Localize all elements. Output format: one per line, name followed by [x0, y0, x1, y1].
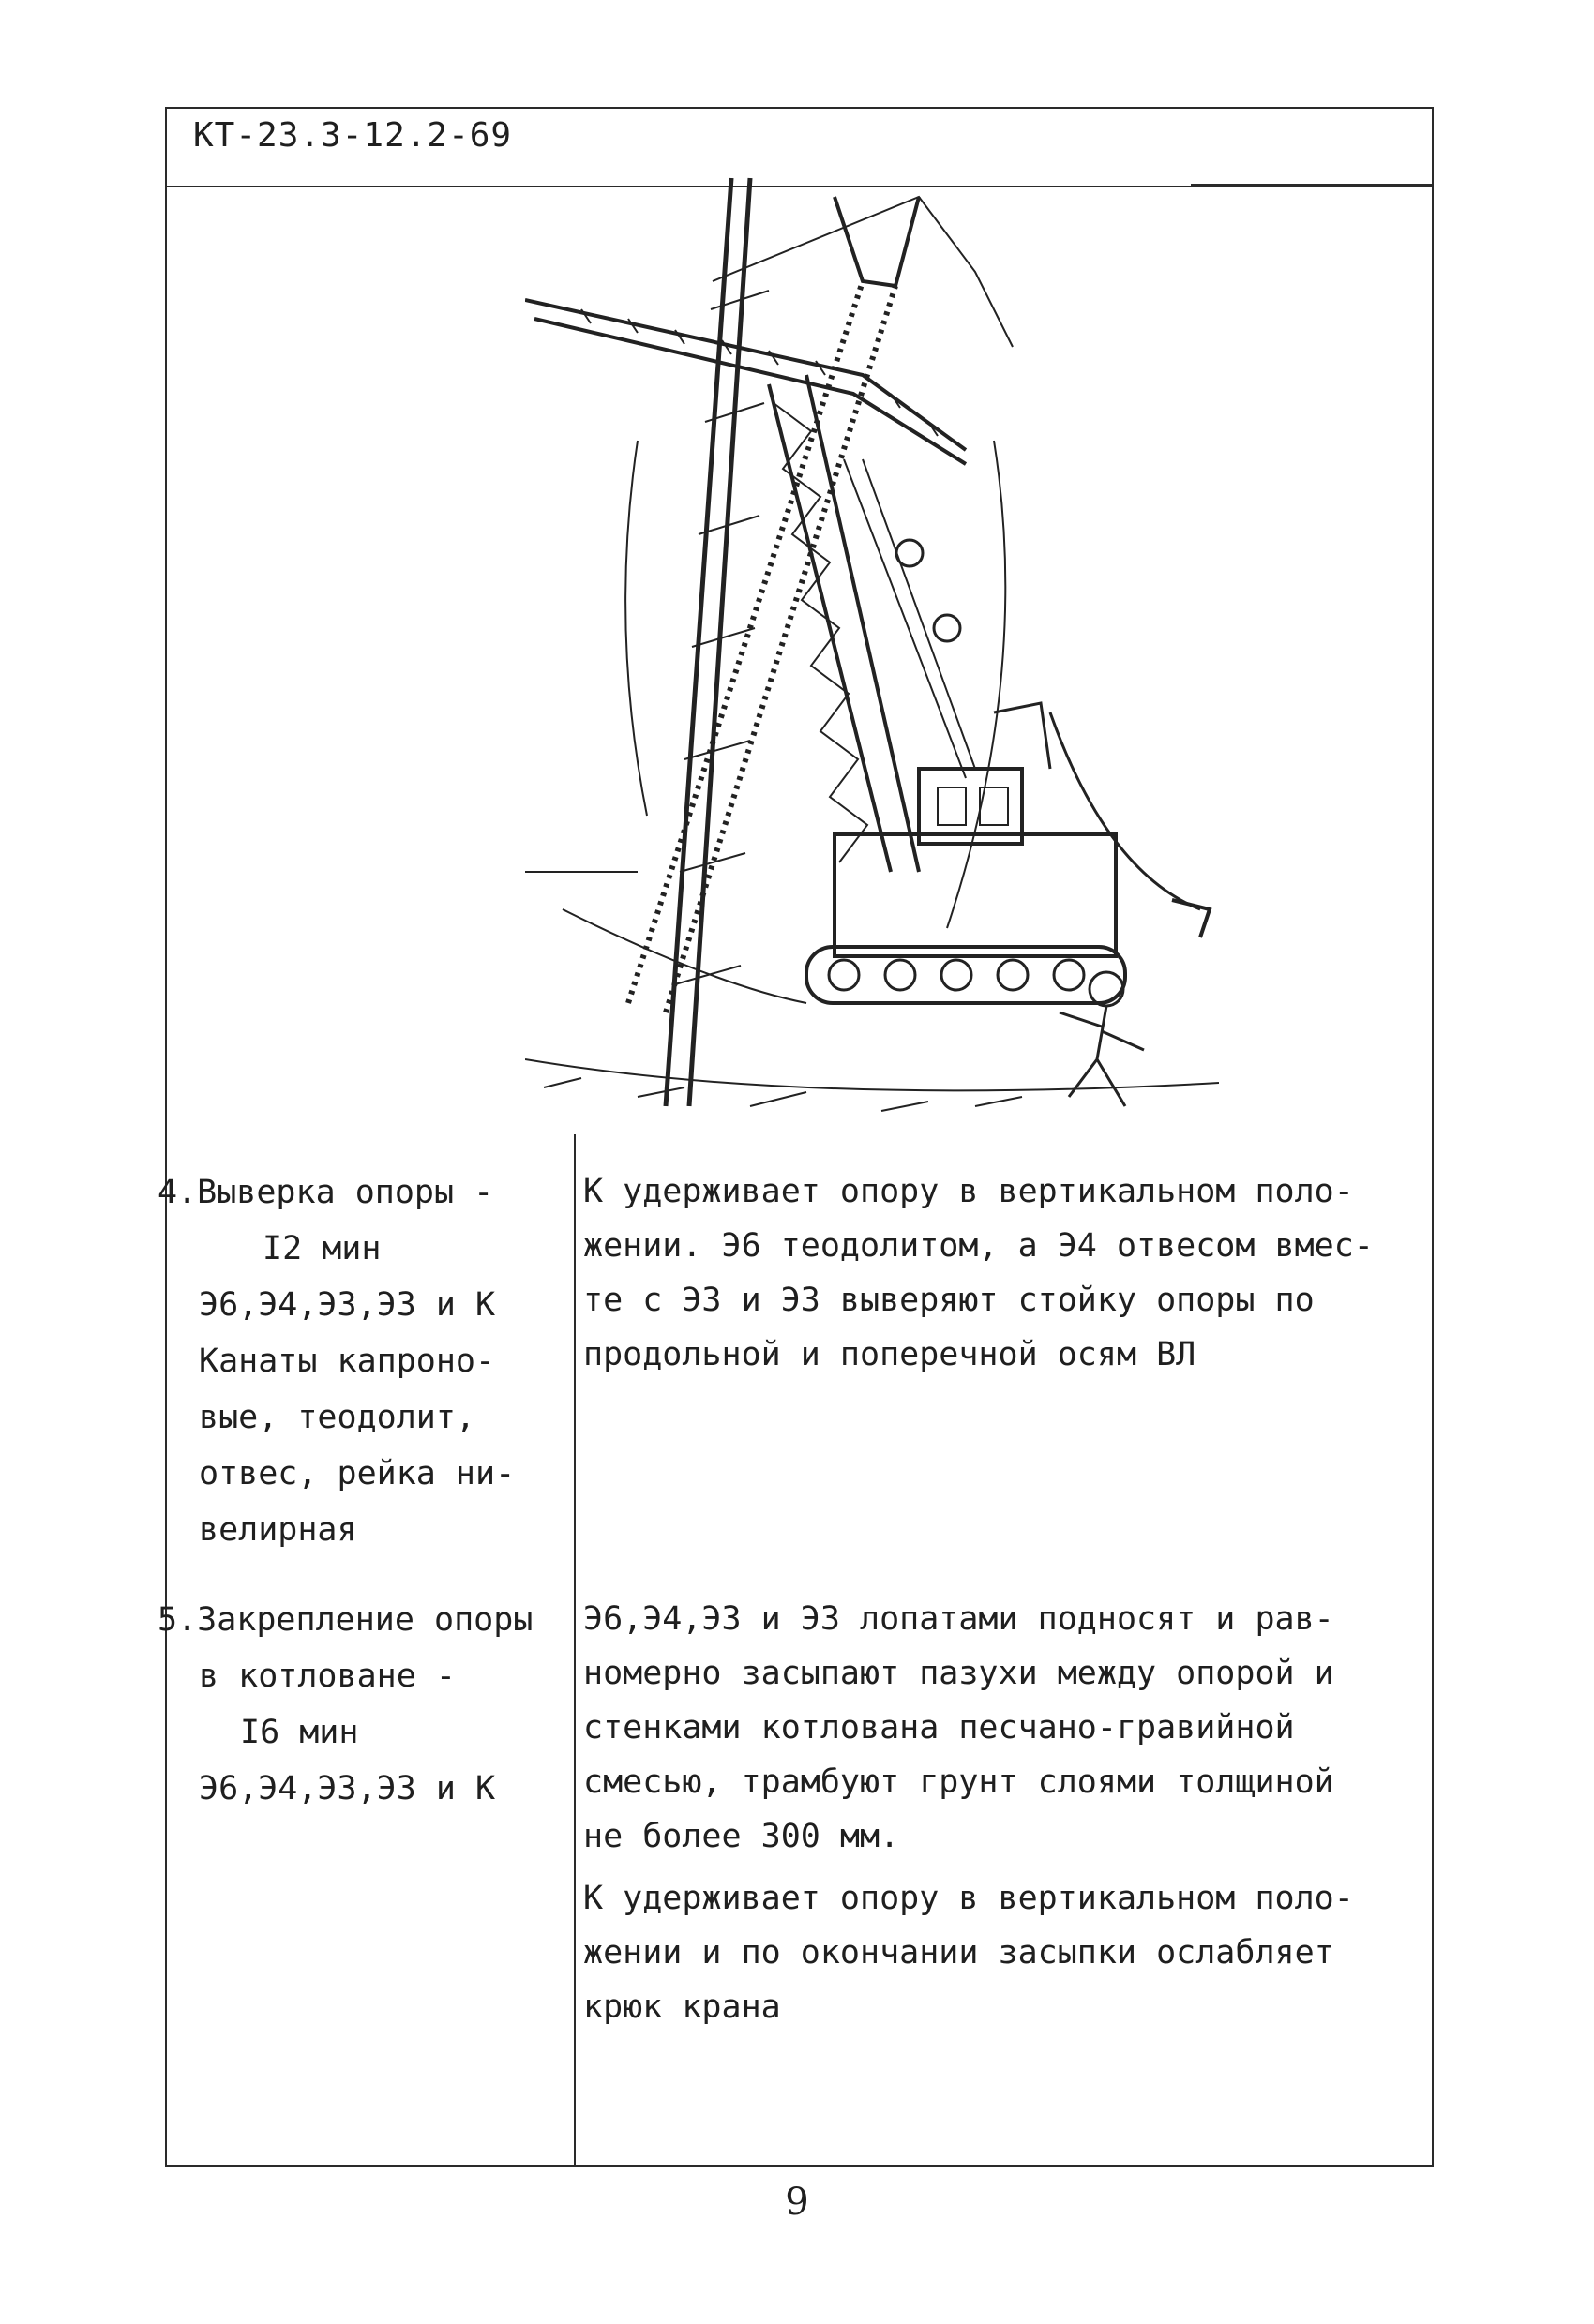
step-4-description — [583, 1164, 1418, 1382]
step-5-text-line: Э6,Э4,Э3 и Э3 лопатами подносят и рав- — [583, 1600, 1334, 1638]
step-4-title: 4.Выверка опоры - — [158, 1174, 494, 1211]
step-5-text-line: крюк крана — [583, 1988, 781, 2026]
page-number: 9 — [785, 2181, 809, 2224]
step-4-tools-line: Канаты капроно- — [199, 1342, 496, 1380]
step-4-text-line: те с Э3 и Э3 выверяют стойку опоры по — [583, 1282, 1315, 1319]
step-5-text-line: не более 300 мм. — [583, 1818, 900, 1855]
step-4-resources — [158, 1164, 570, 1558]
step-5-duration: I6 мин — [240, 1714, 359, 1751]
step-5-description — [583, 1592, 1418, 2034]
step-4-tools-line: вые, теодолит, — [199, 1399, 476, 1436]
step-5-text-line: К удерживает опору в вертикальном поло- — [583, 1880, 1354, 1917]
step-5-crew: Э6,Э4,Э3,Э3 и К — [199, 1770, 496, 1807]
step-5-text-line: номерно засыпают пазухи между опорой и — [583, 1655, 1334, 1692]
step-5-text-line: смесью, трамбуют грунт слоями толщиной — [583, 1763, 1334, 1801]
step-4-text-line: К удерживает опору в вертикальном поло- — [583, 1173, 1354, 1210]
step-4-tools-line: велирная — [199, 1511, 357, 1549]
step-4-duration: I2 мин — [263, 1230, 382, 1267]
step-5-text-line: жении и по окончании засыпки ослабляет — [583, 1934, 1334, 1972]
step-5-text-line: стенками котлована песчано-гравийной — [583, 1709, 1295, 1747]
step-4-crew: Э6,Э4,Э3,Э3 и К — [199, 1286, 496, 1324]
document-code: КТ-23.3-12.2-69 — [193, 116, 513, 155]
crane-erecting-tower-illustration — [525, 159, 1219, 1134]
step-5-title: 5.Закрепление опоры — [158, 1601, 534, 1639]
step-4-tools-line: отвес, рейка ни- — [199, 1455, 516, 1492]
step-4-text-line: жении. Э6 теодолитом, а Э4 отвесом вмес- — [583, 1227, 1374, 1265]
step-4-text-line: продольной и поперечной осям ВЛ — [583, 1336, 1196, 1373]
step-5-title-cont: в котловане - — [199, 1657, 456, 1695]
header-tick-right — [1191, 184, 1434, 187]
column-divider — [574, 1134, 576, 2167]
step-5-resources — [158, 1592, 570, 1817]
